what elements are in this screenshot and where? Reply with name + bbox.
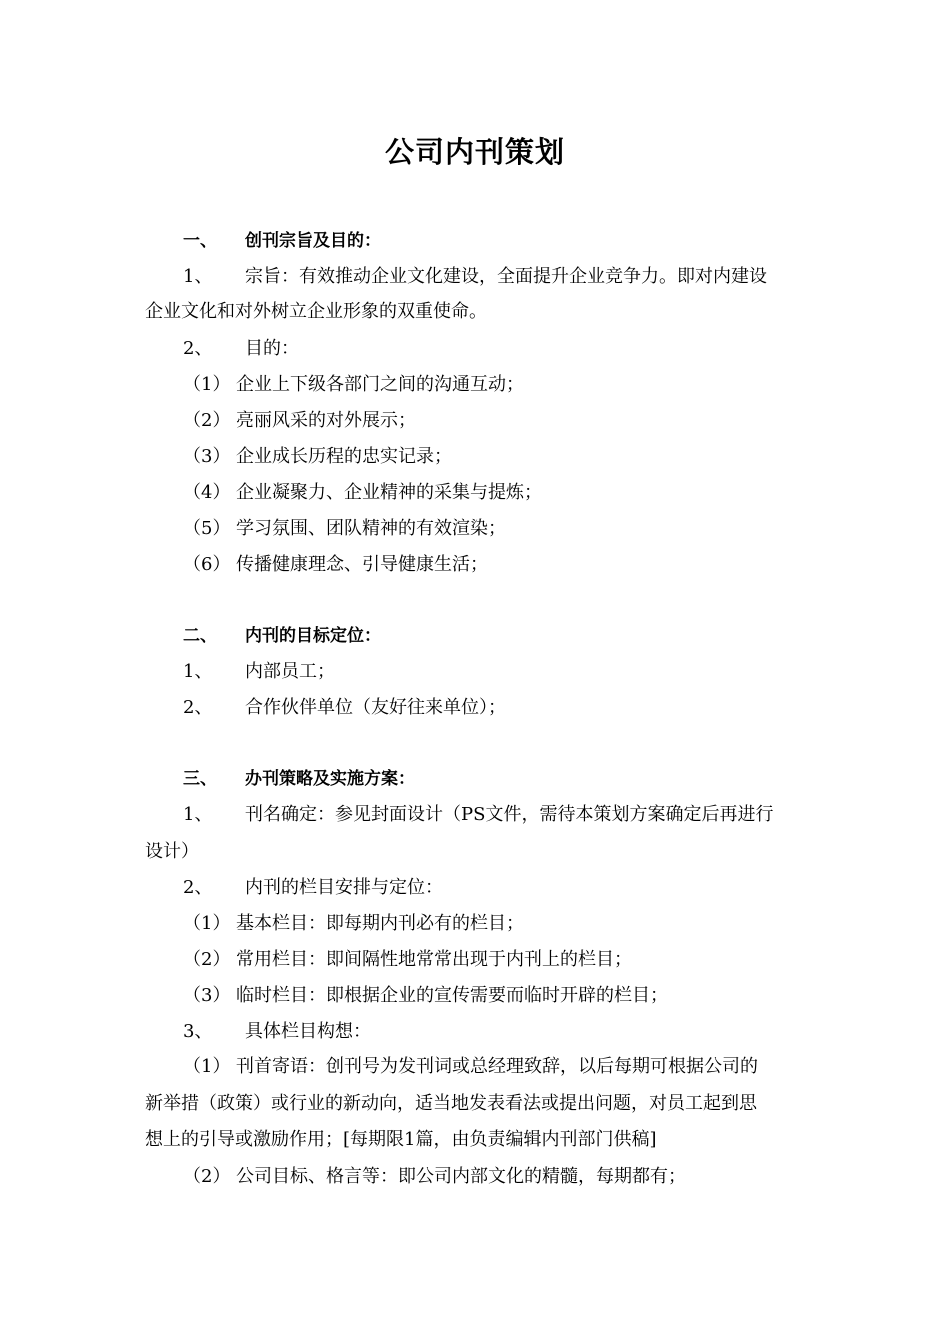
item-text-continued: 设计） [145, 841, 199, 862]
sub-item-text: 亮丽风采的对外展示； [236, 410, 416, 431]
sub-item-text: 学习氛围、团队精神的有效渲染； [236, 518, 506, 539]
sub-item-number: （1） [183, 374, 231, 395]
sub-item-text: 公司目标、格言等：即公司内部文化的精髓，每期都有； [236, 1166, 686, 1187]
sub-item-text: 企业上下级各部门之间的沟通互动； [236, 374, 524, 395]
item-text: 具体栏目构想： [245, 1021, 371, 1042]
sub-item-number: （1） [183, 913, 231, 934]
sub-item-text-continued: 新举措（政策）或行业的新动向，适当地发表看法或提出问题，对员工起到思 [145, 1093, 757, 1114]
sub-item-number: （4） [183, 482, 231, 503]
sub-item-text: 基本栏目：即每期内刊必有的栏目； [236, 913, 524, 934]
sub-item-number: （2） [183, 949, 231, 970]
item-text: 内部员工； [245, 661, 335, 682]
section-1-title: 创刊宗旨及目的： [245, 231, 381, 251]
sub-item-text: 企业成长历程的忠实记录； [236, 446, 452, 467]
item-number: 3、 [183, 1021, 213, 1042]
sub-item-number: （2） [183, 1166, 231, 1187]
item-text: 宗旨：有效推动企业文化建设，全面提升企业竞争力。即对内建设 [245, 266, 767, 287]
item-text: 刊名确定：参见封面设计（PS文件，需待本策划方案确定后再进行 [245, 804, 774, 825]
item-number: 1、 [183, 661, 213, 682]
item-text: 内刊的栏目安排与定位： [245, 877, 443, 898]
sub-item-number: （3） [183, 446, 231, 467]
sub-item-number: （1） [183, 1056, 231, 1077]
sub-item-text: 传播健康理念、引导健康生活； [236, 554, 488, 575]
section-1-number: 一、 [183, 231, 217, 251]
page-title: 公司内刊策划 [384, 135, 565, 169]
sub-item-text: 企业凝聚力、企业精神的采集与提炼； [236, 482, 542, 503]
section-3-title: 办刊策略及实施方案： [245, 769, 415, 789]
sub-item-text-continued: 想上的引导或激励作用；[每期限1篇，由负责编辑内刊部门供稿] [145, 1129, 657, 1150]
sub-item-text: 临时栏目：即根据企业的宣传需要而临时开辟的栏目； [236, 985, 668, 1006]
sub-item-number: （5） [183, 518, 231, 539]
section-3-number: 三、 [183, 769, 217, 789]
item-text-continued: 企业文化和对外树立企业形象的双重使命。 [145, 301, 487, 322]
section-2-number: 二、 [183, 626, 217, 646]
item-text: 合作伙伴单位（友好往来单位）； [245, 697, 506, 718]
sub-item-number: （6） [183, 554, 231, 575]
item-number: 1、 [183, 804, 213, 825]
sub-item-text: 常用栏目：即间隔性地常常出现于内刊上的栏目； [236, 949, 632, 970]
sub-item-number: （2） [183, 410, 231, 431]
item-number: 2、 [183, 697, 213, 718]
section-2-title: 内刊的目标定位： [245, 626, 381, 646]
item-text: 目的： [245, 338, 299, 359]
sub-item-text: 刊首寄语：创刊号为发刊词或总经理致辞，以后每期可根据公司的 [236, 1056, 758, 1077]
item-number: 1、 [183, 266, 213, 287]
sub-item-number: （3） [183, 985, 231, 1006]
item-number: 2、 [183, 338, 213, 359]
item-number: 2、 [183, 877, 213, 898]
